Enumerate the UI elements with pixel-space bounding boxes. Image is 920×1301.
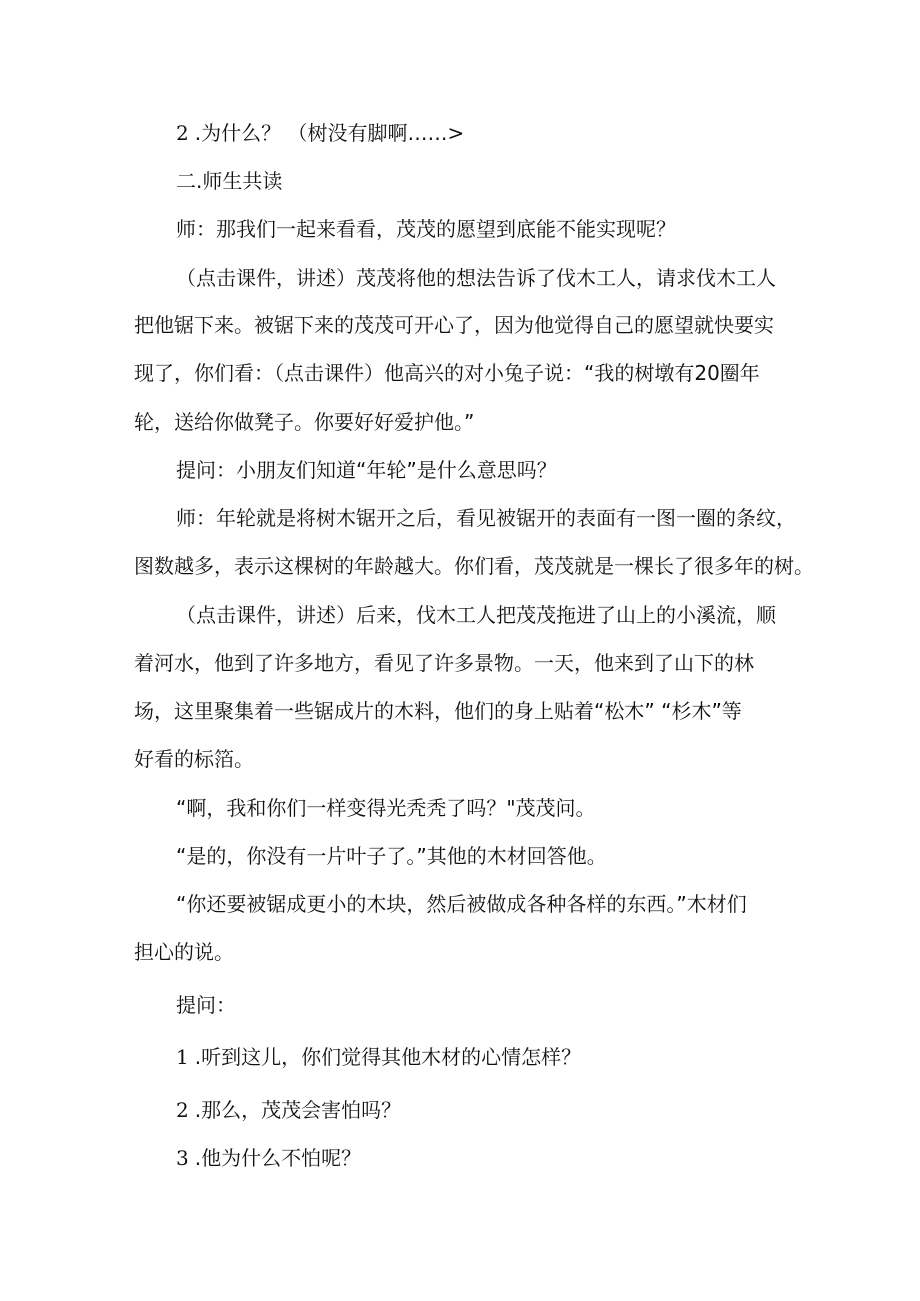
paragraph-text: 师：年轮就是将树木锯开之后，看见被锯开的表面有一图一圈的条纹， bbox=[176, 506, 796, 530]
paragraph-line bbox=[134, 736, 254, 783]
paragraph-text: 着河水，他到了许多地方，看见了许多景物。一天，他来到了山下的林 bbox=[134, 651, 754, 675]
paragraph-text: 图数越多，表示这棵树的年龄越大。你们看，茂茂就是一棵长了很多年的树。 bbox=[134, 554, 814, 578]
question-heading bbox=[176, 982, 236, 1029]
paragraph-text: 提问：小朋友们知道“年轮”是什么意思吗？ bbox=[176, 458, 557, 482]
paragraph-text: “是的，你没有一片叶子了。”其他的木材回答他。 bbox=[176, 844, 607, 868]
question-line bbox=[176, 447, 557, 494]
list-number: 2 bbox=[176, 121, 189, 145]
paragraph-text: .他为什么不怕呢？ bbox=[194, 1146, 362, 1170]
section-heading-text: 二.师生共读 bbox=[176, 169, 283, 193]
paragraph-text: 好看的标箔。 bbox=[134, 747, 254, 771]
list-number: 2 bbox=[176, 1098, 189, 1122]
teacher-line bbox=[176, 206, 676, 253]
question-item-3 bbox=[176, 1135, 361, 1182]
dialogue-line bbox=[176, 833, 607, 880]
paragraph-text: .为什么？ （树没有脚啊……> bbox=[194, 121, 465, 145]
paragraph-line bbox=[134, 302, 774, 349]
paragraph-text: 轮，送给你做凳子。你要好好爱护他。” bbox=[134, 410, 475, 434]
paragraph-text: 提问： bbox=[176, 993, 236, 1017]
dialogue-line bbox=[176, 785, 596, 832]
dialogue-line bbox=[134, 929, 234, 976]
paragraph-line bbox=[176, 495, 796, 542]
paragraph-line bbox=[134, 688, 742, 735]
paragraph-text: （点击课件，讲述）后来，伐木工人把茂茂拖进了山上的小溪流，顺 bbox=[176, 603, 776, 627]
section-heading bbox=[176, 158, 282, 205]
paragraph-text: 担心的说。 bbox=[134, 940, 234, 964]
paragraph-line bbox=[134, 399, 474, 446]
paragraph-text: （点击课件，讲述）茂茂将他的想法告诉了伐木工人，请求伐木工人 bbox=[176, 266, 776, 290]
question-line-2-top bbox=[176, 110, 464, 157]
paragraph-line bbox=[134, 640, 754, 687]
paragraph-text: 场，这里聚集着一些锯成片的木料，他们的身上贴着“松木” “杉木”等 bbox=[134, 699, 742, 723]
paragraph-text: “啊，我和你们一样变得光秃秃了吗？"茂茂问。 bbox=[176, 796, 596, 820]
paragraph-line bbox=[134, 543, 814, 590]
paragraph-text: 把他锯下来。被锯下来的茂茂可开心了，因为他觉得自己的愿望就快要实 bbox=[134, 313, 774, 337]
paragraph-line bbox=[176, 592, 776, 639]
paragraph-line bbox=[176, 255, 776, 302]
dialogue-line bbox=[176, 881, 747, 928]
paragraph-text: “你还要被锯成更小的木块，然后被做成各种各样的东西。”木材们 bbox=[176, 892, 747, 916]
list-number: 3 bbox=[176, 1146, 189, 1170]
paragraph-text: 现了，你们看：（点击课件）他高兴的对小兔子说：“我的树墩有20圈年 bbox=[134, 361, 760, 385]
paragraph-text: .那么，茂茂会害怕吗？ bbox=[194, 1098, 402, 1122]
question-item-1 bbox=[176, 1034, 581, 1081]
list-number: 1 bbox=[176, 1045, 189, 1069]
question-item-2 bbox=[176, 1087, 401, 1134]
paragraph-line bbox=[134, 350, 760, 397]
paragraph-text: .听到这儿，你们觉得其他木材的心情怎样？ bbox=[194, 1045, 582, 1069]
paragraph-text: 师：那我们一起来看看，茂茂的愿望到底能不能实现呢？ bbox=[176, 217, 676, 241]
